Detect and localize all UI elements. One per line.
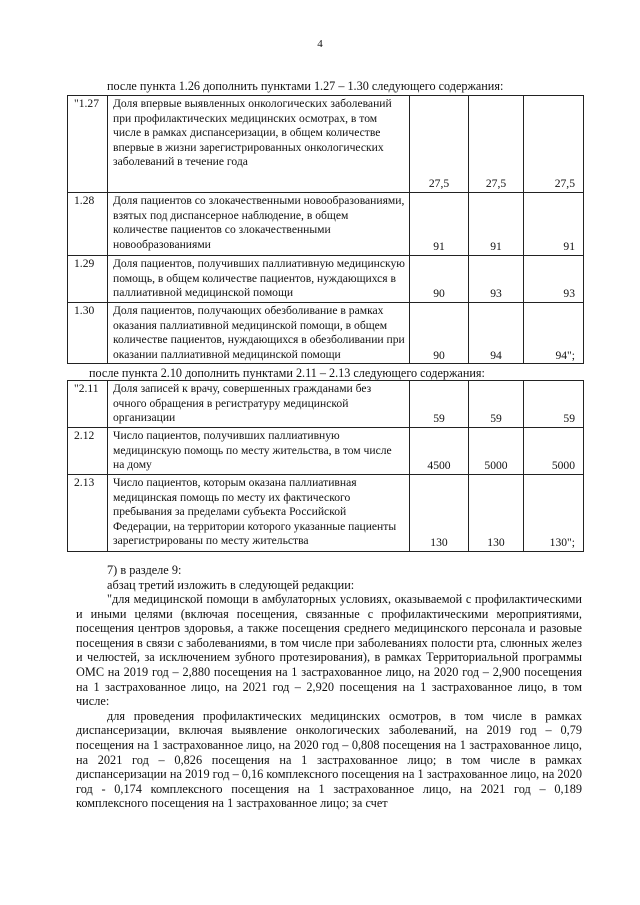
- table-row: [68, 96, 584, 193]
- value-2020: 93: [469, 256, 524, 303]
- value-2020: 94: [469, 303, 524, 364]
- table-row: [68, 475, 584, 552]
- value-2020: 130: [469, 475, 524, 552]
- value-2021: 27,5: [524, 96, 584, 193]
- row-description: Доля записей к врачу, совершенных гражданами без очного обращения в регистратуру медицинской организации: [108, 381, 410, 428]
- paragraph-text: для проведения профилактических медицинских осмотров, в том числе в рамках диспансеризации, включая выявление онкологических заболеваний, на 2019 год – 0,79 посещения на 1 застрахованное лицо, на 2020 год – 0,808 посещения на 1 застрахованное лицо, на 2021 год – 0,826 посещения на 1 застрахованное лицо; в том числе в рамках диспансеризации на 2019 год – 0,16 комплексного посещения на 1 застрахованное лицо, на 2020 год - 0,174 комплексного посещения на 1 застрахованное лицо, на 2021 год – 0,189 комплексного посещения на 1 застрахованное лицо; за счет: [76, 708, 582, 811]
- row-description: Доля пациентов, получивших паллиативную медицинскую помощь, в общем количестве пациентов, нуждающихся в паллиативной медицинской помощи: [108, 256, 410, 303]
- amended-paragraph: [76, 592, 582, 811]
- row-description: Доля пациентов, получающих обезболивание в рамках оказания паллиативной медицинской помощи, в общем количестве пациентов, нуждающихся в обезболивании при оказании паллиативной медицинской помощи: [108, 303, 410, 364]
- value-2019: 27,5: [410, 96, 469, 193]
- row-description: Число пациентов, получивших паллиативную медицинскую помощь по месту жительства, в том числе на дому: [108, 428, 410, 475]
- table-row: [68, 381, 584, 428]
- value-2020: 59: [469, 381, 524, 428]
- row-number: "2.11: [68, 381, 108, 428]
- value-2019: 4500: [410, 428, 469, 475]
- row-description: Число пациентов, которым оказана паллиативная медицинская помощь по месту их фактического пребывания за пределами субъекта Российской Федерации, на территории которого указанные пациенты зарегистрированы по месту жительства: [108, 475, 410, 552]
- paragraph-text: "для медицинской помощи в амбулаторных условиях, оказываемой с профилактическими и иными целями (включая посещения, связанные с профилактическими мероприятиями, посещения центров здоровья, а также посещения среднего медицинского персонала и разовые посещения в связи с заболеваниями, в том числе при заболеваниях полости рта, слюнных желез и челюстей, за исключением зубного протезирования), в рамках Территориальной программы ОМС на 2019 год – 2,880 посещения на 1 застрахованное лицо, на 2020 год – 2,900 посещения на 1 застрахованное лицо, на 2021 год – 2,920 посещения на 1 застрахованное лицо, в том числе:: [76, 592, 582, 709]
- value-2021: 94";: [524, 303, 584, 364]
- table-row: [68, 428, 584, 475]
- value-2021: 91: [524, 193, 584, 256]
- row-number: 2.13: [68, 475, 108, 552]
- paragraph-instruction: абзац третий изложить в следующей редакции:: [107, 578, 355, 592]
- row-description: Доля пациентов со злокачественными новообразованиями, взятых под диспансерное наблюдение, в общем количестве пациентов со злокачественными новообразованиями: [108, 193, 410, 256]
- row-number: "1.27: [68, 96, 108, 193]
- value-2019: 130: [410, 475, 469, 552]
- value-2021: 130";: [524, 475, 584, 552]
- row-number: 1.29: [68, 256, 108, 303]
- row-number: 2.12: [68, 428, 108, 475]
- intro-table2: после пункта 2.10 дополнить пунктами 2.11 – 2.13 следующего содержания:: [89, 366, 485, 380]
- value-2020: 91: [469, 193, 524, 256]
- value-2021: 59: [524, 381, 584, 428]
- row-number: 1.30: [68, 303, 108, 364]
- indicator-table-2: [67, 380, 584, 552]
- row-number: 1.28: [68, 193, 108, 256]
- table-row: [68, 193, 584, 256]
- value-2021: 93: [524, 256, 584, 303]
- value-2019: 90: [410, 303, 469, 364]
- value-2020: 5000: [469, 428, 524, 475]
- table-row: [68, 256, 584, 303]
- intro-table1: после пункта 1.26 дополнить пунктами 1.27 – 1.30 следующего содержания:: [107, 79, 504, 93]
- page-number: 4: [317, 38, 323, 50]
- value-2019: 91: [410, 193, 469, 256]
- section-amendment: 7) в разделе 9:: [107, 563, 182, 577]
- table-row: [68, 303, 584, 364]
- value-2019: 90: [410, 256, 469, 303]
- value-2020: 27,5: [469, 96, 524, 193]
- row-description: Доля впервые выявленных онкологических заболеваний при профилактических медицинских осмотрах, в том числе в рамках диспансеризации, в общем количестве впервые в жизни зарегистрированных онкологических заболеваний в течение года: [108, 96, 410, 193]
- indicator-table-1: [67, 95, 584, 364]
- value-2019: 59: [410, 381, 469, 428]
- value-2021: 5000: [524, 428, 584, 475]
